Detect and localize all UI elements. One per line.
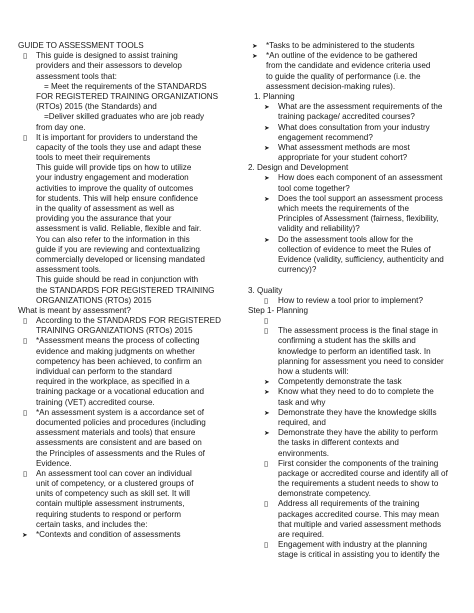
line-text: that multiple and varied assessment methods [278, 519, 442, 529]
bullet-box-icon: ▯ [264, 458, 269, 468]
arrow-bullet-icon: ➤ [264, 123, 270, 132]
line-text: from the candidate and evidence criteria used [266, 61, 431, 71]
line-text: individual can perform to the standard [36, 367, 172, 376]
text-line [18, 194, 240, 204]
text-line [248, 428, 462, 438]
text-line [248, 449, 462, 459]
text-line [18, 316, 240, 326]
bullet-box-icon: ▯ [23, 316, 28, 326]
line-text: how a students will: [278, 367, 349, 376]
text-line [18, 51, 240, 61]
line-text: What is meant by assessment? [18, 305, 131, 315]
line-text: which meets the requirements of the [278, 204, 409, 213]
text-line [18, 153, 240, 163]
text-line [18, 204, 240, 214]
text-line [248, 469, 462, 479]
text-line [18, 123, 240, 133]
text-line [248, 61, 462, 71]
text-line [248, 265, 462, 275]
text-line [18, 408, 240, 418]
text-line [248, 204, 462, 214]
bullet-box-icon: ▯ [23, 132, 28, 142]
line-text: evidence and making judgments on whether [36, 346, 195, 356]
text-line [248, 316, 462, 326]
line-text: appropriate for your student cohort? [278, 153, 408, 163]
text-line [18, 398, 240, 408]
line-text: planning for assessment you need to consider [278, 356, 444, 366]
line-text: *Tasks to be administered to the students [266, 41, 415, 50]
line-text: Evidence. [36, 458, 72, 468]
text-line [248, 367, 462, 377]
bullet-box-icon: ▯ [264, 326, 269, 336]
line-text: contain multiple assessment instruments, [36, 499, 185, 509]
text-line [248, 194, 462, 204]
text-line [248, 377, 462, 387]
line-text: the STANDARDS FOR REGISTERED TRAINING [36, 285, 215, 295]
line-text: Know what they need to do to complete the [278, 387, 434, 397]
text-line [18, 275, 240, 285]
text-line [248, 408, 462, 418]
line-text: ORGANIZATIONS (RTOs) 2015 [36, 295, 152, 305]
line-text: capacity of the tools they use and adapt these [36, 142, 202, 152]
arrow-bullet-icon: ➤ [264, 408, 270, 417]
text-line [248, 387, 462, 397]
arrow-bullet-icon: ➤ [252, 52, 258, 61]
line-text: Principles of Assessment (fairness, flexibility, [278, 214, 439, 224]
line-text: commercially developed or licensing mandated [36, 254, 205, 264]
line-text: are required. [278, 530, 325, 539]
arrow-bullet-icon: ➤ [264, 235, 270, 244]
line-text: environments. [278, 448, 330, 458]
line-text: GUIDE TO ASSESSMENT TOOLS [18, 41, 144, 50]
text-line [248, 102, 462, 112]
arrow-bullet-icon: ➤ [264, 143, 270, 152]
text-line [248, 41, 462, 51]
line-text: Competently demonstrate the task [278, 377, 402, 387]
text-line [18, 347, 240, 357]
arrow-bullet-icon: ➤ [252, 42, 258, 50]
line-text: (RTOs) 2015 (the Standards) and [36, 102, 157, 112]
line-text: activities to improve the quality of outcomes [36, 183, 194, 193]
text-line [248, 163, 462, 173]
text-line [248, 438, 462, 448]
line-text: According to the STANDARDS FOR REGISTERED [36, 316, 221, 326]
text-line [248, 357, 462, 367]
line-text: =Deliver skilled graduates who are job ready [44, 112, 205, 122]
text-line [18, 336, 240, 346]
arrow-bullet-icon: ➤ [264, 429, 270, 438]
text-line [18, 163, 240, 173]
line-text: assessment tools. [36, 265, 102, 275]
line-text: training package/ accredited courses? [278, 112, 415, 122]
text-line [18, 214, 240, 224]
text-line [18, 357, 240, 367]
line-text: to guide the quality of performance (i.e. the [266, 71, 421, 81]
text-line [18, 367, 240, 377]
text-line [18, 112, 240, 122]
line-text: *An assessment system is a accordance set of [36, 407, 204, 417]
line-text: What are the assessment requirements of the [278, 102, 443, 112]
line-text: How does each component of an assessment [278, 173, 443, 183]
line-text: It is important for providers to understand the [36, 132, 198, 142]
text-line [248, 530, 462, 540]
text-line [248, 540, 462, 550]
text-line [18, 173, 240, 183]
line-text: providers and their assessors to develop [36, 61, 182, 71]
line-text: assessment is valid. Reliable, flexible and fair. [36, 224, 202, 234]
line-text: documented policies and procedures (including [36, 417, 206, 427]
text-line [248, 82, 462, 92]
text-line [248, 275, 462, 285]
line-text: This guide is designed to assist training [36, 51, 178, 61]
line-text: You can also refer to the information in this [36, 234, 190, 244]
line-text: package or accredited course and identify all of [278, 468, 448, 478]
text-line [18, 265, 240, 275]
bullet-box-icon: ▯ [23, 468, 28, 478]
arrow-bullet-icon: ➤ [264, 103, 270, 112]
line-text: training (VET) accredited course. [36, 397, 155, 407]
line-text: = Meet the requirements of the STANDARDS [44, 81, 207, 91]
line-text: 3. Quality [248, 285, 283, 295]
line-text: 2. Design and Development [248, 163, 349, 173]
text-line [248, 306, 462, 316]
text-line [18, 255, 240, 265]
line-text: unit of competency, or a clustered groups of [36, 479, 194, 489]
text-line [18, 82, 240, 92]
bullet-box-icon: ▯ [23, 336, 28, 346]
text-line [18, 306, 240, 316]
line-text: providing you the assurance that your [36, 214, 172, 224]
text-line [18, 520, 240, 530]
text-line [248, 235, 462, 245]
line-text: What assessment methods are most [278, 142, 410, 152]
bullet-box-icon: ▯ [264, 499, 269, 509]
text-line [248, 296, 462, 306]
text-line [18, 510, 240, 520]
text-line [18, 143, 240, 153]
text-line [248, 51, 462, 61]
text-line [18, 499, 240, 509]
line-text: The assessment process is the final stage in [278, 326, 438, 336]
text-line [18, 102, 240, 112]
line-text: tools to meet their requirements [36, 153, 151, 163]
line-text: 1. Planning [254, 91, 295, 101]
text-line [248, 224, 462, 234]
text-line [248, 520, 462, 530]
text-line [18, 245, 240, 255]
text-line [18, 184, 240, 194]
text-line [18, 286, 240, 296]
line-text: *An outline of the evidence to be gathered [266, 51, 418, 61]
line-text: collection of evidence to meet the Rules of [278, 244, 431, 254]
right-column [248, 41, 462, 561]
line-text: required in the workplace, as specified in a [36, 377, 190, 387]
text-line [248, 133, 462, 143]
arrow-bullet-icon: ➤ [264, 194, 270, 203]
line-text: stage is critical in assisting you to identify the [278, 550, 440, 560]
line-text: the requirements a student needs to show to [278, 479, 439, 489]
text-line [248, 510, 462, 520]
line-text: FOR REGISTERED TRAINING ORGANIZATIONS [36, 91, 219, 101]
text-line [248, 72, 462, 82]
line-text: in the quality of assessment as well as [36, 204, 175, 213]
line-text: *Contexts and condition of assessments [36, 530, 181, 539]
bullet-box-icon: ▯ [23, 407, 28, 417]
text-line [18, 296, 240, 306]
line-text: TRAINING ORGANIZATIONS (RTOs) 2015 [36, 326, 193, 336]
left-column [18, 41, 240, 540]
text-line [248, 255, 462, 265]
line-text: from day one. [36, 122, 86, 132]
text-line [18, 449, 240, 459]
text-line [18, 479, 240, 489]
text-line [248, 92, 462, 102]
text-line [18, 387, 240, 397]
text-line [248, 326, 462, 336]
text-line [18, 438, 240, 448]
line-text: packages accredited course. This may mean [278, 509, 440, 519]
line-text: training package or a vocational education and [36, 387, 205, 397]
bullet-box-icon: ▯ [264, 295, 269, 305]
line-text: tool come together? [278, 183, 350, 193]
line-text: demonstrate competency. [278, 489, 371, 499]
text-line [18, 133, 240, 143]
bullet-box-icon: ▯ [264, 540, 269, 550]
text-line [18, 459, 240, 469]
text-line [18, 92, 240, 102]
text-line [18, 377, 240, 387]
line-text: assessment tools that: [36, 71, 117, 81]
text-line [18, 469, 240, 479]
bullet-box-icon: ▯ [23, 51, 28, 61]
line-text: your industry engagement and moderation [36, 173, 189, 183]
text-line [248, 123, 462, 133]
line-text: competency has been achieved, to confirm an [36, 356, 202, 366]
text-line [248, 245, 462, 255]
text-line [18, 41, 240, 51]
text-line [248, 153, 462, 163]
line-text: the Principles of assessments and the Rules of [36, 448, 205, 458]
arrow-bullet-icon: ➤ [264, 174, 270, 183]
text-line [248, 173, 462, 183]
line-text: engagement recommend? [278, 132, 373, 142]
line-text: assessments are consistent and are based on [36, 438, 202, 448]
line-text: *Assessment means the process of collecting [36, 336, 200, 346]
line-text: Step 1- Planning [248, 305, 309, 315]
arrow-bullet-icon: ➤ [22, 531, 28, 539]
text-line [248, 347, 462, 357]
text-line [248, 489, 462, 499]
line-text: units of competency such as skill set. It will [36, 489, 190, 499]
line-text: What does consultation from your industry [278, 122, 430, 132]
text-line [18, 428, 240, 438]
line-text: currency)? [278, 265, 317, 275]
line-text: Do the assessment tools allow for the [278, 234, 414, 244]
line-text: validity and reliability)? [278, 224, 360, 234]
text-line [248, 286, 462, 296]
text-line [248, 398, 462, 408]
text-line [248, 214, 462, 224]
line-text: Demonstrate they have the ability to perform [278, 428, 438, 438]
line-text: required, and [278, 417, 326, 427]
line-text: assessment materials and tools) that ensure [36, 428, 196, 438]
text-line [18, 530, 240, 540]
line-text: requiring students to respond or perform [36, 509, 181, 519]
text-line [18, 61, 240, 71]
line-text: This guide should be read in conjunction with [36, 275, 199, 285]
line-text: Does the tool support an assessment process [278, 193, 443, 203]
line-text: Demonstrate they have the knowledge skills [278, 407, 437, 417]
text-line [248, 112, 462, 122]
text-line [248, 418, 462, 428]
text-line [248, 499, 462, 509]
line-text: certain tasks, and includes the: [36, 519, 148, 529]
text-line [248, 143, 462, 153]
arrow-bullet-icon: ➤ [264, 378, 270, 387]
text-line [18, 72, 240, 82]
line-text: An assessment tool can cover an individual [36, 468, 192, 478]
line-text: Evidence (validity, sufficiency, authenticity and [278, 254, 444, 264]
line-text: knowledge to perform an identified task. In [278, 346, 431, 356]
line-text: for students. This will help ensure confidence [36, 193, 198, 203]
text-line [248, 336, 462, 346]
line-text: assessment decision-making rules). [266, 81, 396, 91]
line-text: Address all requirements of the training [278, 499, 420, 509]
line-text: This guide will provide tips on how to utilize [36, 163, 192, 173]
line-text: confirming a student has the skills and [278, 336, 416, 346]
text-line [18, 418, 240, 428]
text-line [248, 184, 462, 194]
text-line [248, 550, 462, 560]
text-line [248, 459, 462, 469]
line-text: How to review a tool prior to implement? [278, 295, 423, 305]
line-text: the tasks in different contexts and [278, 438, 399, 448]
line-text: First consider the components of the training [278, 458, 439, 468]
line-text: guide if you are reviewing and contextualizing [36, 244, 200, 254]
text-line [18, 489, 240, 499]
text-line [18, 235, 240, 245]
text-line [248, 479, 462, 489]
text-line [18, 224, 240, 234]
text-line [18, 326, 240, 336]
line-text: task and why [278, 397, 326, 407]
bullet-box-icon: ▯ [264, 316, 269, 326]
arrow-bullet-icon: ➤ [264, 388, 270, 397]
line-text: Engagement with industry at the planning [278, 540, 428, 550]
